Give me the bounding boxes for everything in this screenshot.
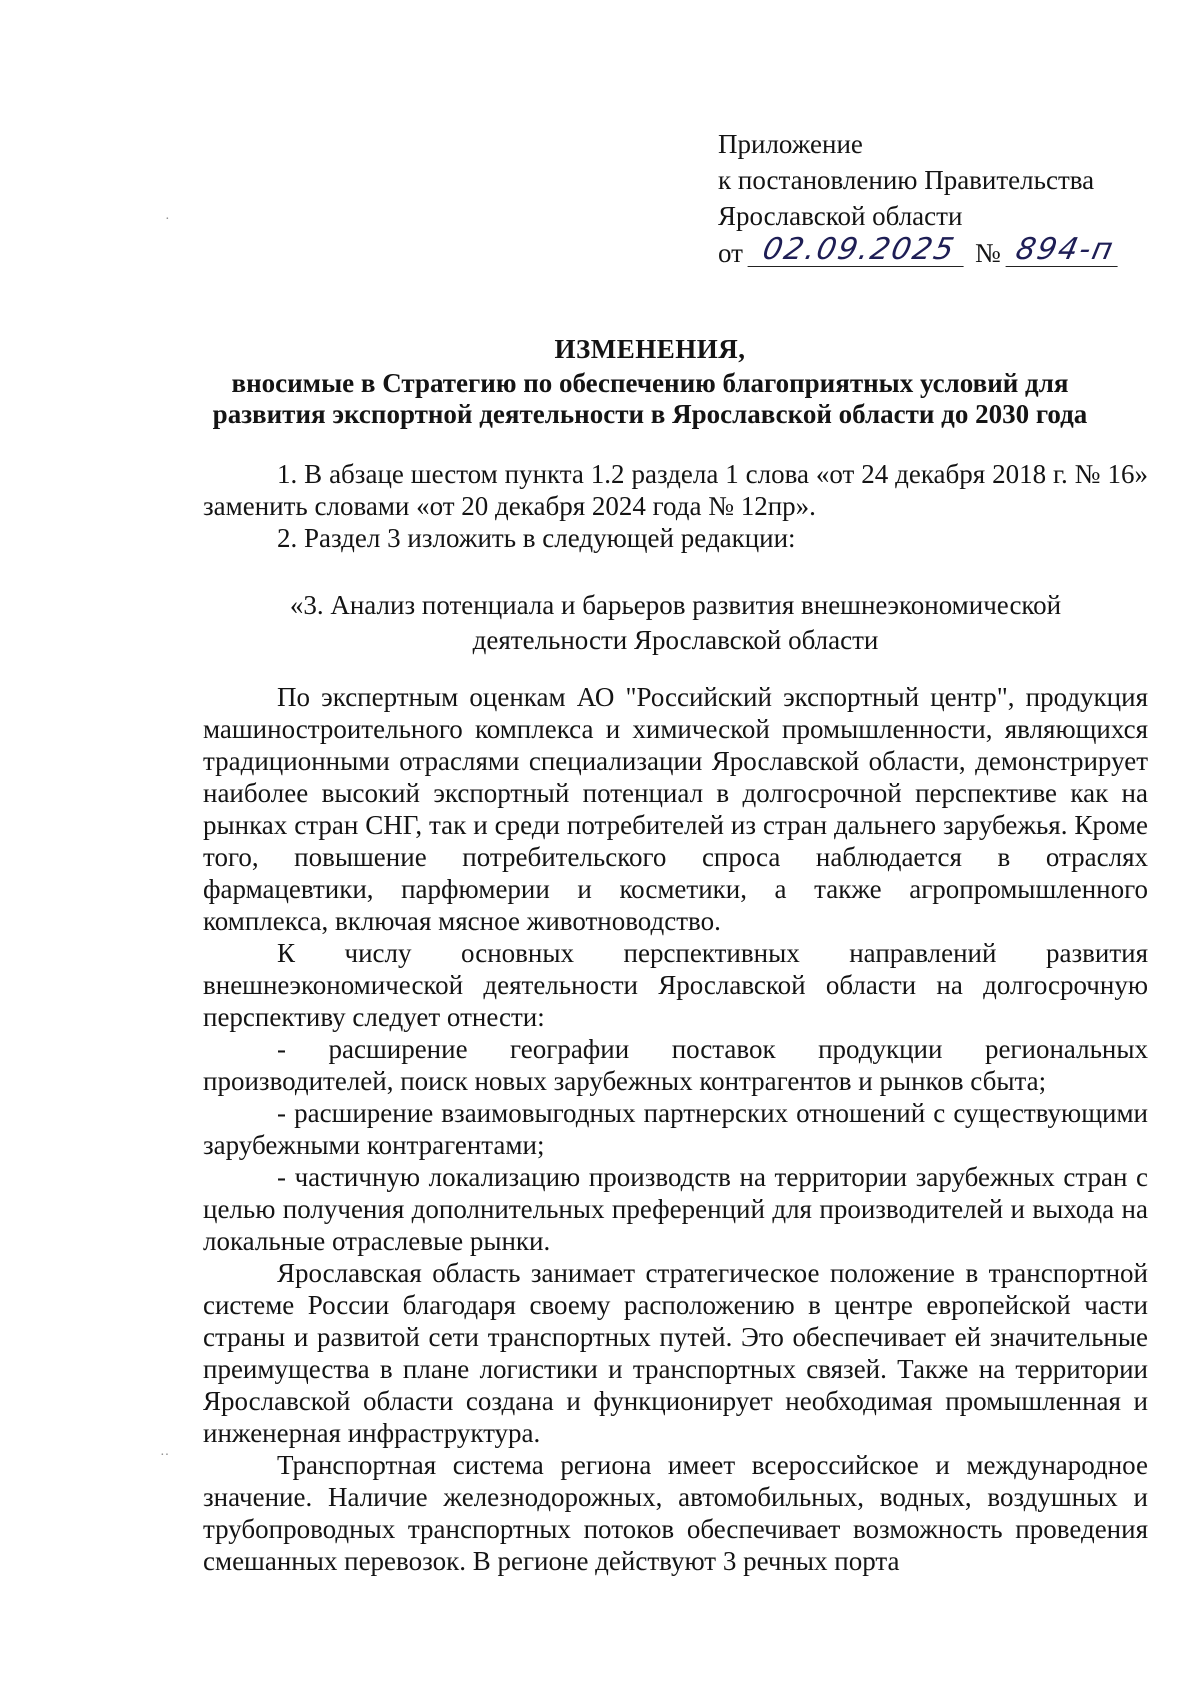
list-item-partnership: - расширение взаимовыгодных партнерских отношений с существующими зарубежными контрагентами; bbox=[203, 1098, 1148, 1160]
appendix-resolution: к постановлению Правительства bbox=[718, 165, 1095, 195]
scan-speck: · bbox=[165, 212, 170, 227]
list-item-geography: - расширение географии поставок продукции региональных производителей, поиск новых зарубежных контрагентов и рынков сбыта; bbox=[203, 1034, 1148, 1096]
paragraph-transport-position: Ярославская область занимает стратегическое положение в транспортной системе России благодаря своему расположению в центре европейской части страны и развитой сети транспортных путей. Это обеспечивает ей значительные преимущества в плане логистики и транспортных связей. Также на территории Ярославской области создана и функционирует необходимая промышленная и инженерная инфраструктура. bbox=[203, 1258, 1148, 1448]
number-label: № bbox=[974, 238, 1001, 268]
paragraph-transport-system: Транспортная система региона имеет всероссийское и международное значение. Наличие железнодорожных, автомобильных, водных, воздушных и трубопроводных транспортных потоков обеспечивает возможность проведения смешанных перевозок. В регионе действуют 3 речных порта bbox=[203, 1450, 1148, 1576]
appendix-header bbox=[718, 126, 1121, 271]
appendix-region: Ярославской области bbox=[718, 201, 963, 231]
handwritten-number: 894-п bbox=[1005, 234, 1124, 267]
section-heading-line-1: «3. Анализ потенциала и барьеров развития внешнеэкономической bbox=[289, 590, 1062, 620]
title-line-3: развития экспортной деятельности в Ярославской области до 2030 года bbox=[212, 399, 1088, 429]
appendix-date-number-row bbox=[718, 234, 1121, 271]
section-body bbox=[203, 681, 1148, 1577]
change-item-2: 2. Раздел 3 изложить в следующей редакции: bbox=[277, 523, 796, 553]
paragraph-export-potential: По экспертным оценкам АО "Российский экспортный центр", продукция машиностроительного комплекса и химической промышленности, являющихся традиционными отраслями специализации Ярославской области, демонстрирует наиболее высокий экспортный потенциал в долгосрочной перспективе как на рынках стран СНГ, так и среди потребителей из стран дальнего зарубежья. Кроме того, повышение потребительского спроса наблюдается в отраслях фармацевтики, парфюмерии и косметики, а также агропромышленного комплекса, включая мясное животноводство. bbox=[203, 682, 1148, 936]
title-line-2: вносимые в Стратегию по обеспечению благоприятных условий для bbox=[231, 368, 1069, 398]
section-heading-line-2: деятельности Ярославской области bbox=[472, 625, 879, 655]
document-title bbox=[150, 334, 1150, 430]
handwritten-date: 02.09.2025 bbox=[747, 234, 970, 267]
from-label: от bbox=[718, 238, 743, 268]
title-main: ИЗМЕНЕНИЯ, bbox=[554, 334, 746, 364]
list-item-localization: - частичную локализацию производств на территории зарубежных стран с целью получения дополнительных преференций для производителей и выхода на локальные отраслевые рынки. bbox=[203, 1162, 1148, 1256]
scan-speck: ·· bbox=[160, 1448, 170, 1463]
appendix-label: Приложение bbox=[718, 129, 863, 159]
changes-list bbox=[203, 458, 1148, 554]
section-heading bbox=[203, 588, 1148, 658]
paragraph-directions-intro: К числу основных перспективных направлений развития внешнеэкономической деятельности Ярославской области на долгосрочную перспективу следует отнести: bbox=[203, 938, 1148, 1032]
change-item-1: 1. В абзаце шестом пункта 1.2 раздела 1 слова «от 24 декабря 2018 г. № 16» заменить словами «от 20 декабря 2024 года № 12пр». bbox=[203, 459, 1148, 521]
